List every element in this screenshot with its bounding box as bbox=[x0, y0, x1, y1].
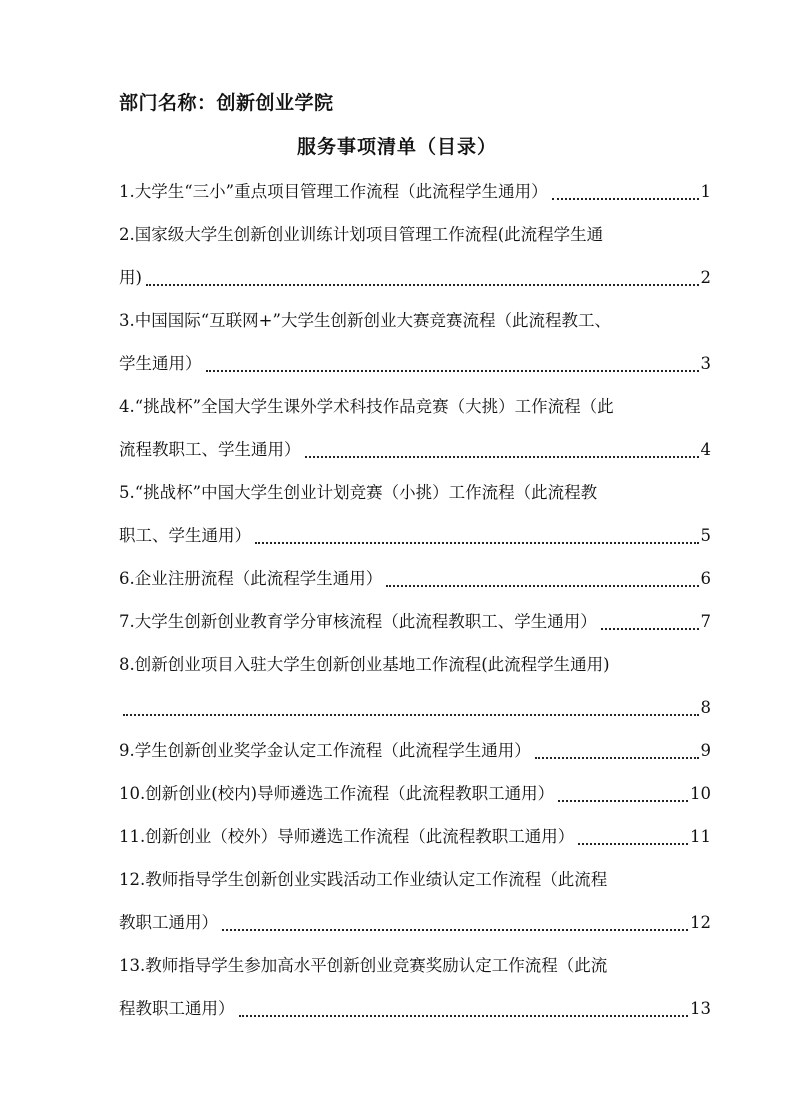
toc-entry-last-line bbox=[119, 600, 711, 643]
toc-entry-last-line bbox=[119, 901, 711, 944]
toc-entry-last-line bbox=[119, 170, 711, 213]
toc-page-number: 4 bbox=[700, 440, 711, 459]
toc-page-number: 3 bbox=[700, 354, 711, 373]
toc-entry[interactable] bbox=[119, 729, 711, 772]
toc-entry-line: 5.“挑战杯”中国大学生创业计划竞赛（小挑）工作流程（此流程教 bbox=[119, 483, 598, 502]
toc-page-number: 8 bbox=[700, 698, 711, 717]
toc-entry-last-line bbox=[119, 342, 711, 385]
dot-leader bbox=[386, 585, 698, 587]
toc-entry-line: 2.国家级大学生创新创业训练计划项目管理工作流程(此流程学生通 bbox=[119, 225, 604, 244]
toc-entry-text: 10.创新创业(校内)导师遴选工作流程（此流程教职工通用） bbox=[119, 784, 555, 803]
toc-entry-text: 6.企业注册流程（此流程学生通用） bbox=[119, 569, 383, 588]
toc-page-number: 1 bbox=[700, 182, 711, 201]
toc-entry-last-line bbox=[119, 686, 711, 729]
dot-leader bbox=[578, 843, 688, 845]
toc-entry-last-line bbox=[119, 729, 711, 772]
dot-leader bbox=[146, 284, 699, 286]
toc-page-number: 11 bbox=[690, 827, 711, 846]
toc-entry[interactable] bbox=[119, 600, 711, 643]
toc-entry-line: 8.创新创业项目入驻大学生创新创业基地工作流程(此流程学生通用) bbox=[119, 655, 610, 674]
toc-entry-text: 用) bbox=[119, 268, 142, 287]
dot-leader bbox=[206, 370, 699, 372]
table-of-contents bbox=[119, 170, 711, 1030]
dot-leader bbox=[535, 757, 699, 759]
toc-entry[interactable] bbox=[119, 557, 711, 600]
toc-entry-text: 教职工通用） bbox=[119, 913, 218, 932]
toc-entry-last-line bbox=[119, 428, 711, 471]
toc-entry-last-line bbox=[119, 987, 711, 1030]
toc-entry-text: 11.创新创业（校外）导师遴选工作流程（此流程教职工通用） bbox=[119, 827, 575, 846]
dot-leader bbox=[255, 542, 699, 544]
toc-entry[interactable] bbox=[119, 471, 711, 557]
toc-entry-text: 9.学生创新创业奖学金认定工作流程（此流程学生通用） bbox=[119, 741, 531, 760]
toc-page-number: 2 bbox=[700, 268, 711, 287]
toc-entry-text: 流程教职工、学生通用） bbox=[119, 440, 301, 459]
toc-entry-line: 13.教师指导学生参加高水平创新创业竞赛奖励认定工作流程（此流 bbox=[119, 956, 608, 975]
toc-entry[interactable] bbox=[119, 170, 711, 213]
dot-leader bbox=[123, 714, 699, 716]
toc-entry-text: 7.大学生创新创业教育学分审核流程（此流程教职工、学生通用） bbox=[119, 612, 597, 631]
dot-leader bbox=[552, 198, 699, 200]
toc-page-number: 9 bbox=[700, 741, 711, 760]
toc-page-number: 12 bbox=[690, 913, 711, 932]
dot-leader bbox=[305, 456, 699, 458]
toc-entry-text: 学生通用） bbox=[119, 354, 202, 373]
toc-entry-text: 1.大学生“三小”重点项目管理工作流程（此流程学生通用） bbox=[119, 182, 548, 201]
toc-entry-line: 4.“挑战杯”全国大学生课外学术科技作品竞赛（大挑）工作流程（此 bbox=[119, 397, 614, 416]
dot-leader bbox=[558, 800, 688, 802]
toc-entry[interactable] bbox=[119, 944, 711, 1030]
toc-entry-last-line bbox=[119, 815, 711, 858]
toc-entry-text: 程教职工通用） bbox=[119, 999, 235, 1018]
toc-entry[interactable] bbox=[119, 858, 711, 944]
toc-entry[interactable] bbox=[119, 815, 711, 858]
toc-entry[interactable] bbox=[119, 772, 711, 815]
toc-page-number: 6 bbox=[700, 569, 711, 588]
toc-entry-last-line bbox=[119, 772, 711, 815]
dot-leader bbox=[222, 929, 688, 931]
toc-entry[interactable] bbox=[119, 643, 711, 729]
toc-entry-last-line bbox=[119, 256, 711, 299]
toc-entry-last-line bbox=[119, 557, 711, 600]
toc-entry-text: 职工、学生通用） bbox=[119, 526, 251, 545]
toc-entry[interactable] bbox=[119, 385, 711, 471]
toc-page-number: 13 bbox=[690, 999, 711, 1018]
dot-leader bbox=[601, 628, 699, 630]
toc-entry[interactable] bbox=[119, 213, 711, 299]
toc-page-number: 10 bbox=[690, 784, 711, 803]
toc-entry-line: 12.教师指导学生创新创业实践活动工作业绩认定工作流程（此流程 bbox=[119, 870, 608, 889]
toc-page-number: 5 bbox=[700, 526, 711, 545]
toc-entry[interactable] bbox=[119, 299, 711, 385]
toc-page-number: 7 bbox=[700, 612, 711, 631]
toc-entry-line: 3.中国国际“互联网+”大学生创新创业大赛竞赛流程（此流程教工、 bbox=[119, 311, 611, 330]
department-name: 部门名称：创新创业学院 bbox=[119, 92, 334, 114]
dot-leader bbox=[239, 1015, 689, 1017]
page-title: 服务事项清单（目录） bbox=[296, 136, 497, 158]
toc-entry-last-line bbox=[119, 514, 711, 557]
